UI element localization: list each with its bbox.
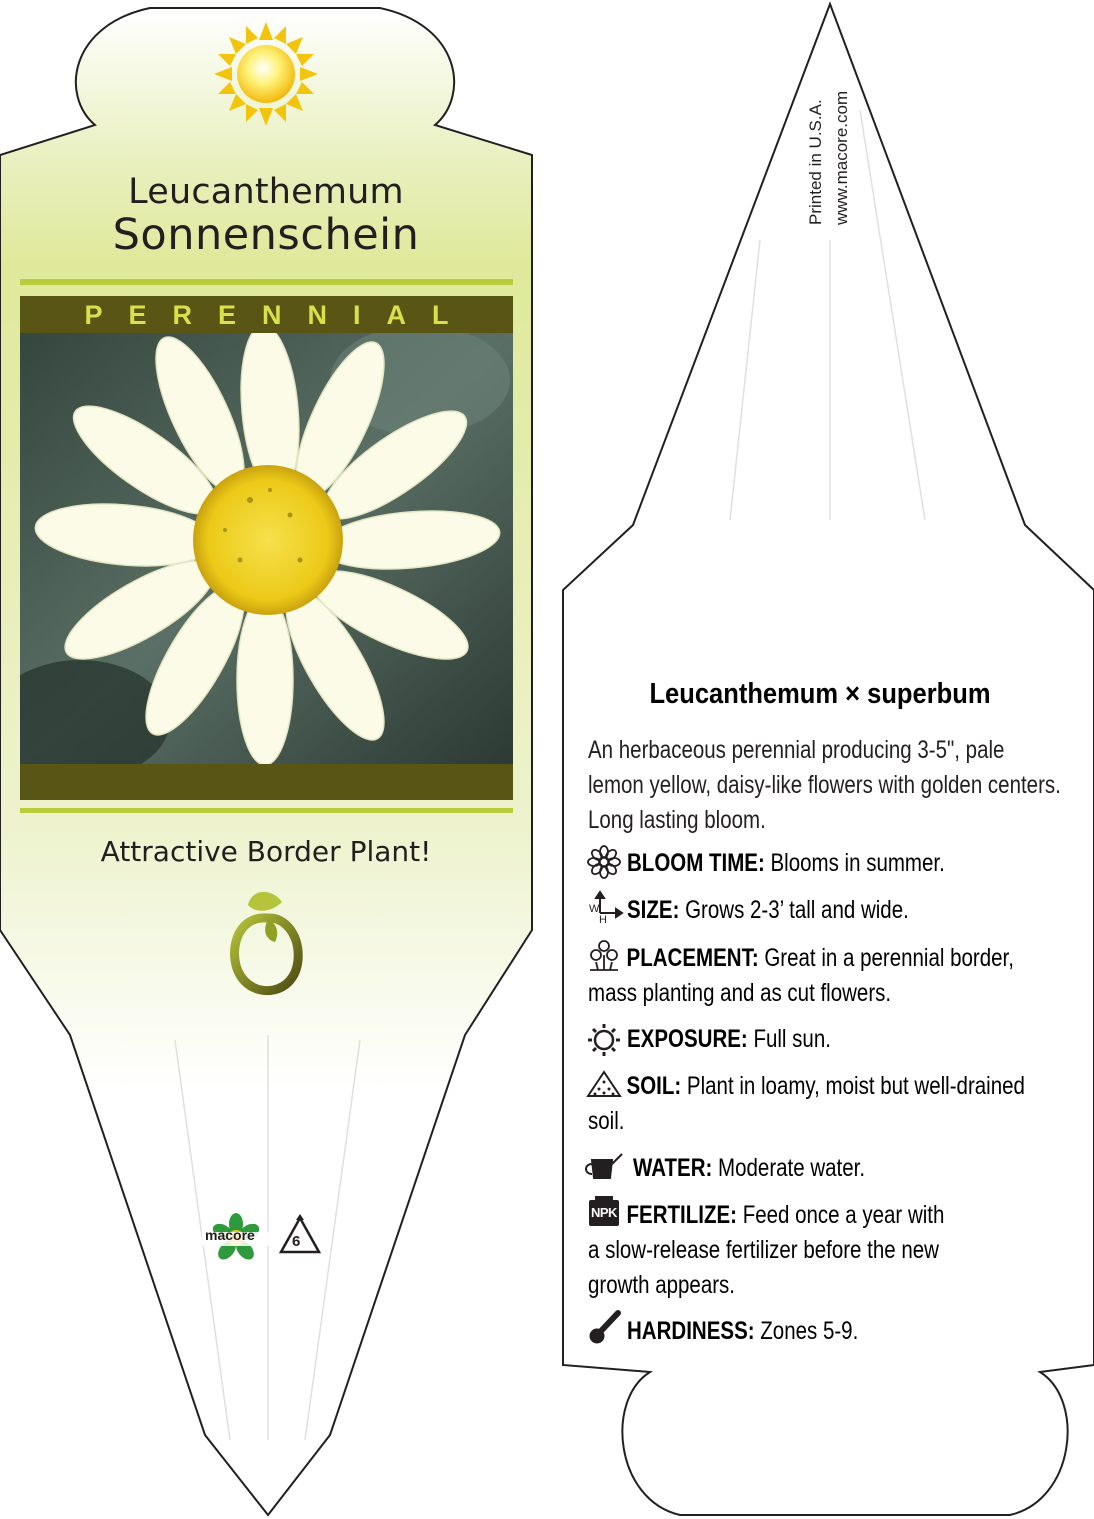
bloom-time-label: BLOOM TIME: xyxy=(627,849,765,877)
cultivar-name: Sonnenschein xyxy=(112,210,420,260)
website-text xyxy=(832,91,852,225)
printed-in-text xyxy=(806,99,826,225)
hardiness-text: Zones 5-9. xyxy=(760,1317,859,1345)
attribute-water xyxy=(633,1151,1094,1186)
accent-line-bottom xyxy=(20,808,513,813)
species-title: Leucanthemum × superbum xyxy=(649,678,991,710)
recycle-code: 6 xyxy=(292,1233,301,1250)
size-h-label: H xyxy=(599,914,607,926)
tagline: Attractive Border Plant! xyxy=(100,835,432,868)
species-description: An herbaceous perennial producing 3-5", pale lemon yellow, daisy-like flowers with golden centers. Long lasting bloom. xyxy=(588,736,1061,834)
placement-label: PLACEMENT: xyxy=(626,944,759,972)
fertilize-label: FERTILIZE: xyxy=(626,1201,738,1229)
npk-text: NPK xyxy=(591,1205,617,1220)
hardiness-label: HARDINESS: xyxy=(627,1317,755,1345)
size-w-label: W xyxy=(589,903,600,915)
fertilize-text: Feed once a year with a slow-release fertilizer before the new growth appears. xyxy=(588,1201,945,1299)
attribute-exposure xyxy=(627,1022,1094,1057)
soil-text: Plant in loamy, moist but well-drained soil. xyxy=(588,1072,1025,1135)
attribute-bloom-time xyxy=(627,846,1094,881)
placement-text: Great in a perennial border, mass planting and as cut flowers. xyxy=(588,944,1014,1007)
printed-in-label: Printed in U.S.A. xyxy=(806,99,825,225)
exposure-label: EXPOSURE: xyxy=(627,1025,748,1053)
photo-bottom-band xyxy=(20,764,513,800)
brand-name: macore xyxy=(205,1227,255,1243)
plant-type-label: PERENNIAL xyxy=(84,300,475,330)
attribute-hardiness xyxy=(627,1314,1094,1349)
water-label: WATER: xyxy=(633,1154,713,1182)
attribute-placement xyxy=(588,941,1064,1011)
size-label: SIZE: xyxy=(627,896,680,924)
bloom-time-text: Blooms in summer. xyxy=(770,849,945,877)
water-text: Moderate water. xyxy=(718,1154,866,1182)
attribute-soil xyxy=(588,1069,1064,1139)
website-label: www.macore.com xyxy=(832,90,851,225)
sun-logo-icon xyxy=(214,22,318,126)
size-text: Grows 2-3’ tall and wide. xyxy=(685,896,909,924)
genus-name: Leucanthemum xyxy=(128,172,404,212)
attribute-fertilize xyxy=(588,1198,949,1303)
accent-line-top xyxy=(20,279,513,285)
exposure-text: Full sun. xyxy=(753,1025,831,1053)
daisy-photo xyxy=(0,323,513,780)
soil-label: SOIL: xyxy=(626,1072,682,1100)
attribute-size xyxy=(627,893,1094,928)
